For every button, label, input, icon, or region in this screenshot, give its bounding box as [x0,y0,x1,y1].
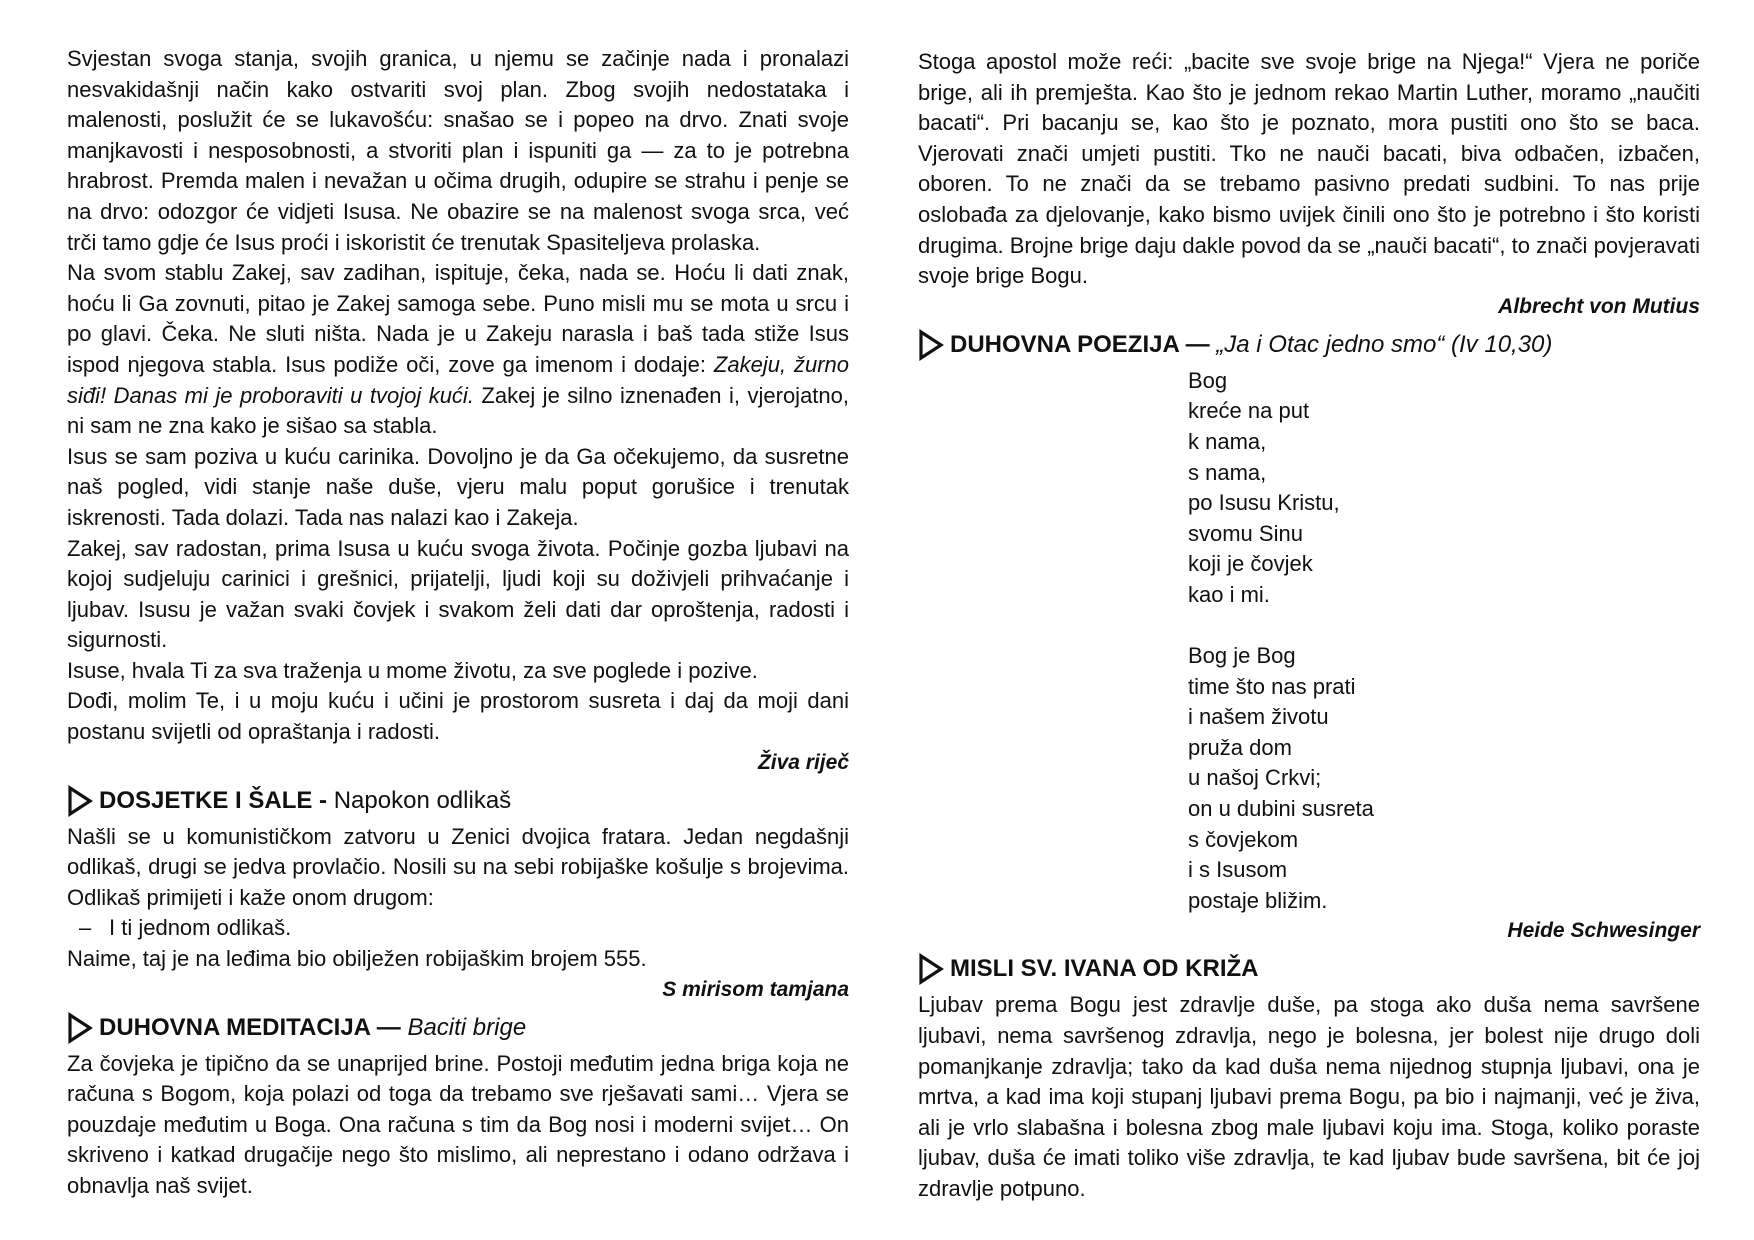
paragraph-prayer-thanks: Isuse, hvala Ti za sva traženja u mome životu, za sve poglede i pozive. [67,657,758,683]
paragraph-house-invitation: Isus se sam poziva u kuću carinika. Dovoljno je da Ga očekujemo, da susretne naš pogled, vidi stanje naše duše, vjeru malu poput gorušice i trenutak iskrenosti. Tada dolazi. Tada nas nalazi kao i Zakeja. [67,443,849,530]
stanza-gap [1188,611,1700,642]
triangle-bullet-icon [67,1012,93,1044]
author-albrecht-von-mutius: Albrecht von Mutius [1498,294,1700,318]
poem-line: svomu Sinu [1188,520,1303,546]
poem-line: i našem životu [1188,704,1329,730]
section-heading-jokes [67,784,849,818]
heading-poetry-title: DUHOVNA POEZIJA — [950,330,1210,358]
poem-line: u našoj Crkvi; [1188,765,1322,791]
joke-paragraph: Našli se u komunističkom zatvoru u Zenici dvojica fratara. Jedan negdašnji odlikaš, drugi se jedva provlačio. Nosili su na sebi robijaške košulje s brojevima. Odlikaš primijeti i kaže onom drugom: [67,823,849,910]
poem-line: po Isusu Kristu, [1188,490,1340,516]
meditation-paragraph: Za čovjeka je tipično da se unaprijed brine. Postoji međutim jedna briga koja ne računa s Bogom, koja polazi od toga da trebamo sve rješavati sami… Vjera se pouzdaje međutim u Boga. Ona računa s tim da Bog nosi i moderni svijet… On skriveno i katkad drugačije nego što mislimo, ali neprestano i odano održava i obnavlja naš svijet. [67,1050,849,1198]
poem-line: kreće na put [1188,398,1310,424]
author-s-mirisom-tamjana: S mirisom tamjana [662,977,849,1001]
jesus-quote: Zakeju, žurno siđi! Danas mi je proboraviti u tvojoj kući. [67,351,849,408]
section-heading-meditation [67,1011,849,1045]
heading-jokes-title: DOSJETKE I ŠALE - [99,786,328,814]
heading-meditation-title: DUHOVNA MEDITACIJA — [99,1013,401,1041]
poem-stanza-1 [1188,366,1700,611]
heading-poetry-subtitle: „Ja i Otac jedno smo“ (Iv 10,30) [1216,330,1553,358]
poem-line: postaje bližim. [1188,887,1328,913]
heading-meditation-subtitle: Baciti brige [407,1013,527,1041]
section-heading-ivan [918,952,1700,986]
poem [1188,366,1700,917]
left-column [67,44,849,1202]
poem-line: s čovjekom [1188,826,1299,852]
right-column [918,47,1700,1205]
poem-line: Bog [1188,367,1228,393]
poem-line: on u dubini susreta [1188,796,1374,822]
author-heide-schwesinger: Heide Schwesinger [1507,919,1700,943]
paragraph-zakej-tree: Na svom stablu Zakej, sav zadihan, ispituje, čeka, nada se. Hoću li dati znak, hoću li Ga zovnuti, pitao je Zakej samoga sebe. Puno misli mu se mota u srcu i po glavi. Čeka. Ne sluti ništa. Nada je u Zakeju narasla i baš tada stiže Isus ispod njegova stabla. Isus podiže oči, zove ga imenom i dodaje: Zakeju, žurno siđi! Danas mi je proboraviti u tvojoj kući. Zakej je silno iznenađen i, vjerojatno, ni sam ne zna kako je sišao sa stabla. [67,260,849,439]
dash-marker: – [79,915,92,941]
poem-stanza-2 [1188,641,1700,916]
section-heading-poetry [918,328,1700,362]
poem-line: s nama, [1188,459,1267,485]
poem-line: kao i mi. [1188,581,1270,607]
triangle-bullet-icon [67,785,93,817]
meditation-continuation-paragraph: Stoga apostol može reći: „bacite sve svoje brige na Njega!“ Vjera ne poriče brige, ali ih premješta. Kao što je jednom rekao Martin Luther, moramo „naučiti bacati“. Pri bacanju se, kao što je poznato, mora pustiti ono što se baca. Vjerovati znači umjeti pustiti. Tko ne nauči bacati, biva odbačen, izbačen, oboren. To ne znači da se trebamo pasivno predati sudbini. To nas prije oslobađa za djelovanje, kako bismo uvijek činili ono što je potrebno i što koristi drugima. Brojne brige daju dakle povod da se „nauči bacati“, to znači povjeravati svoje brige Bogu. [918,49,1700,289]
paragraph-feast: Zakej, sav radostan, prima Isusa u kuću svoga života. Počinje gozba ljubavi na kojoj sudjeluju carinici i grešnici, prijatelji, ljudi koji su doživjeli prihvaćanje i ljubav. Isusu je važan svaki čovjek i svakom želi dati dar oproštenja, radosti i sigurnosti. [67,535,849,653]
poem-line: k nama, [1188,428,1267,454]
poem-line: pruža dom [1188,734,1292,760]
heading-jokes-subtitle: Napokon odlikaš [333,786,512,814]
joke-punchline: Naime, taj je na leđima bio obilježen robijaškim brojem 555. [67,946,647,972]
joke-dialogue-line: – I ti jednom odlikaš. [67,913,849,944]
author-ziva-rijec: Živa riječ [757,750,849,774]
poem-line: Bog je Bog [1188,643,1296,669]
heading-ivan-title: MISLI SV. IVANA OD KRIŽA [950,955,1259,983]
triangle-bullet-icon [918,329,944,361]
triangle-bullet-icon [918,953,944,985]
paragraph-intro: Svjestan svoga stanja, svojih granica, u njemu se začinje nada i pronalazi nesvakidašnji način kako ostvariti svoj plan. Zbog svojih nedostataka i malenosti, poslužit će se lukavošću: snašao se i popeo na drvo. Znati svoje manjkavosti i nesposobnosti, a stvoriti plan i ispuniti ga — za to je potrebna hrabrost. Premda malen i nevažan u očima drugih, odupire se strahu i penje se na drvo: odozgor će vidjeti Isusa. Ne obazire se na malenost svoga srca, već trči tamo gdje će Isus proći i iskoristit će trenutak Spasiteljeva prolaska. [67,46,849,255]
poem-line: i s Isusom [1188,857,1288,883]
poem-line: koji je čovjek [1188,551,1313,577]
ivan-paragraph: Ljubav prema Bogu jest zdravlje duše, pa stoga ako duša nema savršene ljubavi, nema savršenog zdravlja, nego je bolesna, jer bolest nije drugo doli pomanjkanje zdravlja; tako da kad duša nema nijednog stupnja ljubavi, ona je mrtva, a kad ima koji stupanj ljubavi prema Bogu, pa bio i najmanji, već je živa, ali je vrlo slabašna i bolesna zbog male ljubavi koju ima. Stoga, koliko poraste ljubav, duša će imati toliko više zdravlja, te kad ljubav bude savršena, bit će joj zdravlje potpuno. [918,992,1700,1201]
poem-line: time što nas prati [1188,673,1356,699]
paragraph-prayer-come: Dođi, molim Te, i u moju kuću i učini je prostorom susreta i daj da moji dani postanu svijetli od opraštanja i radosti. [67,688,849,745]
